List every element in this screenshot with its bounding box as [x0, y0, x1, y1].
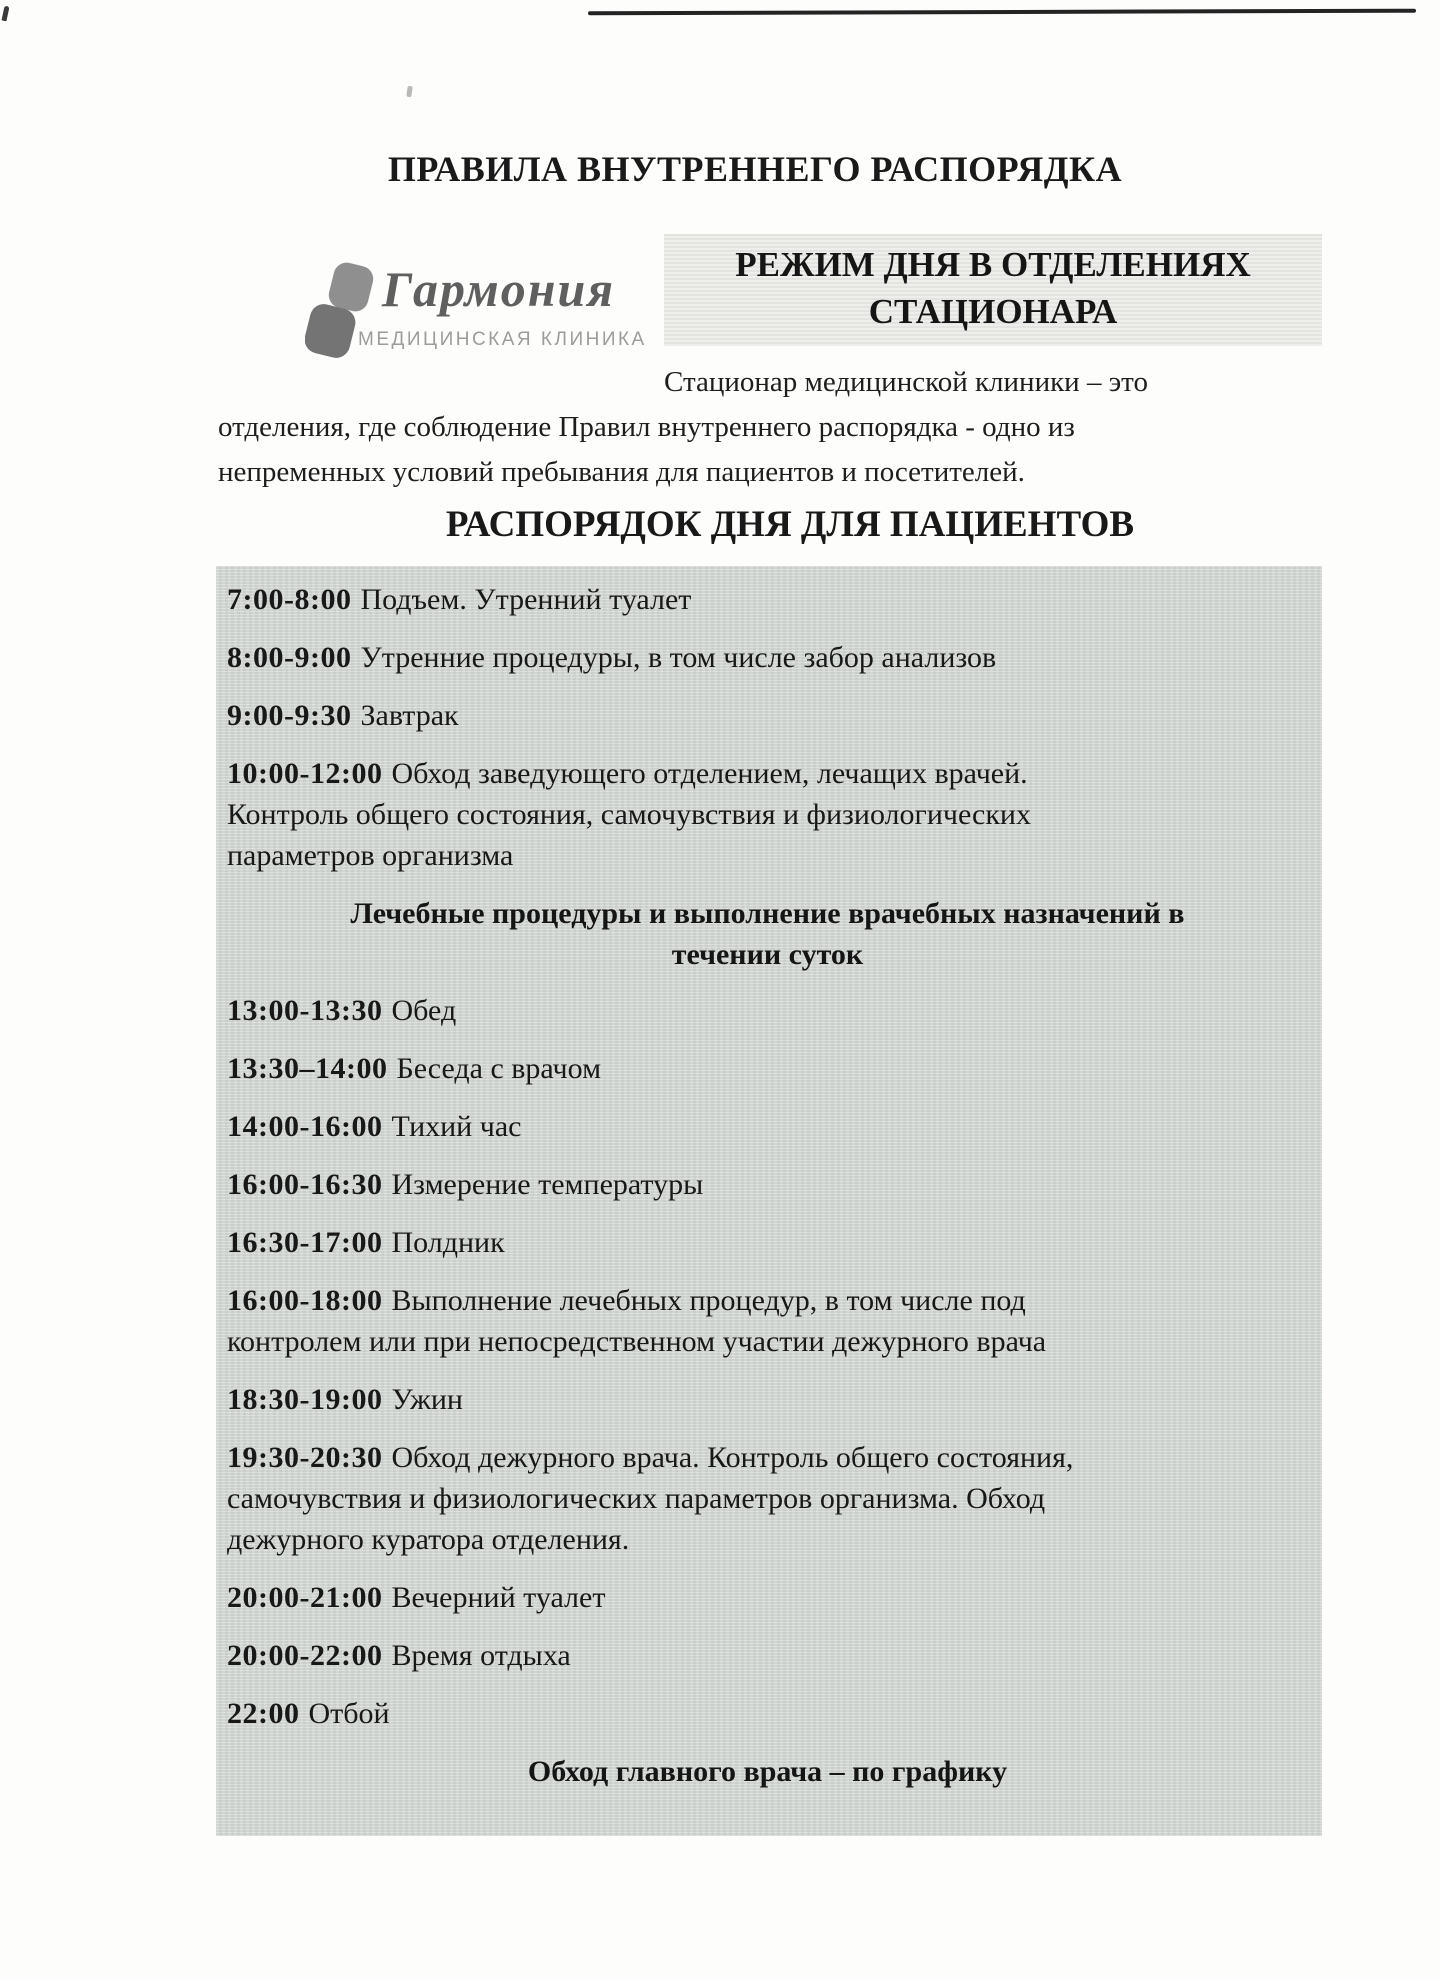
schedule-entry — [227, 1693, 1308, 1734]
schedule-subheading — [227, 1751, 1308, 1792]
entry-line — [227, 1437, 1308, 1478]
schedule-entry — [227, 1222, 1308, 1263]
entry-text: Обход дежурного врача. Контроль общего состояния, — [391, 1441, 1074, 1474]
entry-time: 18:30-19:00 — [227, 1383, 383, 1416]
entry-time: 20:00-22:00 — [227, 1639, 383, 1672]
clinic-logo — [298, 252, 678, 364]
entry-line: дежурного куратора отделения. — [227, 1523, 630, 1556]
document-title: ПРАВИЛА ВНУТРЕННЕГО РАСПОРЯДКА — [387, 149, 1123, 189]
schedule-box — [216, 566, 1322, 1836]
regime-title-line-2: СТАЦИОНАРА — [868, 292, 1118, 331]
intro-line: отделения, где соблюдение Правил внутреннего распорядка - одно из — [218, 411, 1075, 443]
entry-time: 8:00-9:00 — [227, 641, 352, 674]
entry-text: Ужин — [391, 1383, 463, 1416]
scan-artifact-mark — [1, 6, 9, 22]
entry-time: 13:30–14:00 — [227, 1052, 388, 1085]
entry-text: Полдник — [391, 1226, 505, 1259]
schedule-entry — [227, 1280, 1308, 1362]
entry-line: параметров организма — [227, 839, 514, 872]
entry-time: 16:00-18:00 — [227, 1284, 383, 1317]
entry-time: 7:00-8:00 — [227, 583, 352, 616]
entry-time: 19:30-20:30 — [227, 1441, 383, 1474]
intro-line: непременных условий пребывания для пациентов и посетителей. — [218, 456, 1025, 488]
entry-text: Завтрак — [360, 699, 459, 732]
entry-text: Беседа с врачом — [396, 1052, 602, 1085]
scan-artifact-speck — [406, 86, 412, 98]
entry-text: Обход заведующего отделением, лечащих врачей. — [391, 757, 1028, 790]
schedule-entry — [227, 1106, 1308, 1147]
section-title: РАСПОРЯДОК ДНЯ ДЛЯ ПАЦИЕНТОВ — [445, 504, 1135, 545]
subheading-line: Обход главного врача – по графику — [527, 1755, 1008, 1788]
schedule-subheading — [227, 893, 1308, 975]
schedule-entry — [227, 1437, 1308, 1560]
schedule-entry — [227, 1635, 1308, 1676]
logo-name: Гармония — [382, 261, 616, 317]
subheading-line: Лечебные процедуры и выполнение врачебных назначений в — [350, 897, 1185, 930]
entry-time: 13:00-13:30 — [227, 994, 383, 1027]
entry-time: 14:00-16:00 — [227, 1110, 383, 1143]
schedule-entry — [227, 1379, 1308, 1420]
schedule-entry — [227, 753, 1308, 876]
entry-text: Вечерний туалет — [391, 1581, 606, 1614]
schedule-entry — [227, 1164, 1308, 1205]
entry-text: Отбой — [308, 1697, 390, 1730]
schedule-entry — [227, 990, 1308, 1031]
schedule-entry — [227, 695, 1308, 736]
schedule-entry — [227, 579, 1308, 620]
entry-text: Измерение температуры — [391, 1168, 704, 1201]
entry-line — [227, 753, 1308, 794]
entry-line: самочувствия и физиологических параметров организма. Обход — [227, 1482, 1046, 1515]
schedule-entry — [227, 1048, 1308, 1089]
entry-line: Контроль общего состояния, самочувствия и физиологических — [227, 798, 1031, 831]
entry-time: 16:00-16:30 — [227, 1168, 383, 1201]
entry-text: Обед — [391, 994, 457, 1027]
entry-text: Подъем. Утренний туалет — [360, 583, 692, 616]
regime-title-line-1: РЕЖИМ ДНЯ В ОТДЕЛЕНИЯХ — [735, 245, 1251, 284]
entry-line: контролем или при непосредственном участии дежурного врача — [227, 1325, 1047, 1358]
entry-text: Время отдыха — [391, 1639, 571, 1672]
entry-time: 16:30-17:00 — [227, 1226, 383, 1259]
entry-line — [227, 1280, 1308, 1321]
entry-time: 10:00-12:00 — [227, 757, 383, 790]
entry-time: 9:00-9:30 — [227, 699, 352, 732]
schedule-entry — [227, 1577, 1308, 1618]
subheading-line: течении суток — [671, 938, 864, 971]
entry-text: Утренние процедуры, в том числе забор анализов — [360, 641, 997, 674]
intro-paragraph — [218, 360, 1330, 495]
schedule-entry — [227, 637, 1308, 678]
entry-text: Выполнение лечебных процедур, в том числе под — [391, 1284, 1026, 1317]
logo-subtitle: МЕДИЦИНСКАЯ КЛИНИКА — [358, 329, 647, 350]
entry-text: Тихий час — [391, 1110, 522, 1143]
scan-top-line — [588, 9, 1416, 16]
regime-header-box — [664, 234, 1322, 346]
entry-time: 20:00-21:00 — [227, 1581, 383, 1614]
intro-line: Стационар медицинской клиники – это — [664, 366, 1148, 398]
entry-time: 22:00 — [227, 1697, 300, 1730]
